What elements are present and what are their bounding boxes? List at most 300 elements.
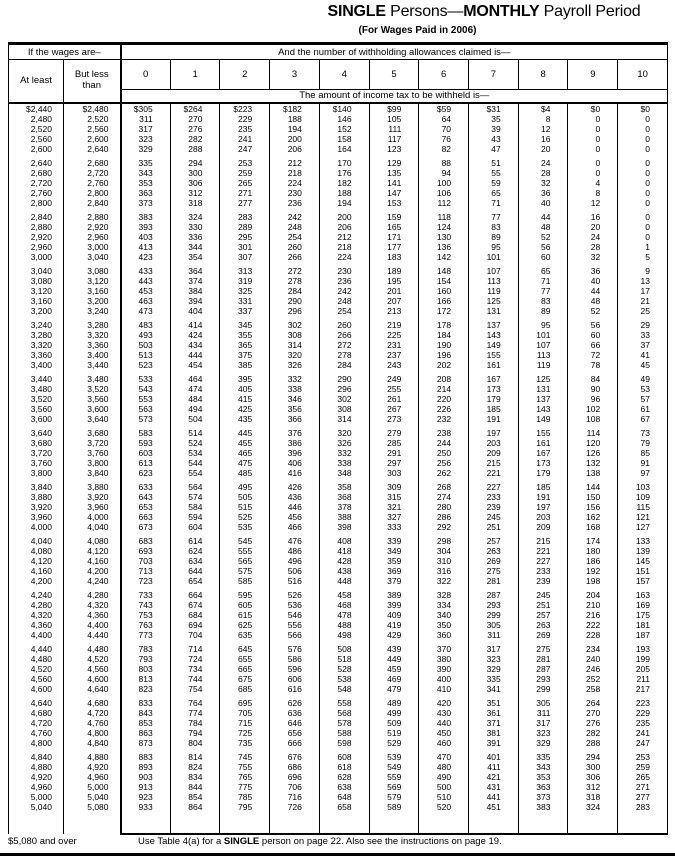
table-cell: 316 [419, 566, 469, 576]
table-cell: 185 [518, 482, 568, 492]
table-cell: 243 [369, 360, 419, 370]
table-cell: 290 [319, 374, 369, 384]
table-cell: 170 [319, 158, 369, 168]
table-cell: 475 [220, 458, 270, 468]
table-cell: 703 [121, 556, 171, 566]
allowance-col-5: 5 [369, 60, 419, 90]
table-cell: 308 [270, 330, 320, 340]
table-row [9, 600, 668, 610]
table-cell: 4,320 [64, 600, 121, 610]
table-cell: 428 [319, 556, 369, 566]
table-cell: 476 [270, 536, 320, 546]
table-cell: 341 [469, 684, 519, 694]
table-cell: 923 [121, 792, 171, 802]
table-cell: 260 [319, 320, 369, 330]
table-cell: 304 [419, 546, 469, 556]
table-cell: 4,000 [64, 512, 121, 522]
table-cell: 544 [170, 458, 220, 468]
table-row [9, 802, 668, 812]
table-cell: 2,760 [9, 188, 64, 198]
table-cell: 913 [121, 782, 171, 792]
table-cell: 157 [635, 575, 650, 586]
table-cell: 124 [419, 222, 469, 232]
table-cell: 220 [419, 394, 469, 404]
table-cell: 368 [319, 492, 369, 502]
table-cell: 381 [469, 728, 519, 738]
table-cell: 289 [220, 222, 270, 232]
table-row [9, 276, 668, 286]
table-cell: 483 [121, 320, 171, 330]
table-cell: 189 [369, 266, 419, 276]
table-cell: 308 [319, 404, 369, 414]
table-cell: 645 [220, 644, 270, 654]
table-cell: 265 [635, 771, 650, 782]
table-cell: 713 [121, 566, 171, 576]
table-cell: 0 [645, 123, 650, 134]
table-cell: 4,440 [9, 644, 64, 654]
table-cell: 488 [319, 620, 369, 630]
table-cell: 844 [170, 782, 220, 792]
table-cell: 66 [568, 340, 618, 350]
table-cell: 386 [270, 438, 320, 448]
table-cell: 67 [640, 413, 650, 424]
table-cell: 484 [170, 394, 220, 404]
table-cell: 268 [419, 482, 469, 492]
table-cell: 705 [220, 708, 270, 718]
table-cell: 764 [170, 698, 220, 708]
table-cell: 332 [319, 448, 369, 458]
table-cell: 190 [419, 340, 469, 350]
table-cell: 89 [518, 306, 568, 316]
table-cell: 100 [419, 178, 469, 188]
table-cell: 95 [518, 320, 568, 330]
table-cell: 166 [419, 296, 469, 306]
allowance-col-7: 7 [469, 60, 519, 90]
table-cell: 1 [645, 241, 650, 252]
table-row [9, 590, 668, 600]
table-cell: 2,840 [9, 212, 64, 222]
table-cell: 349 [369, 546, 419, 556]
table-cell: 287 [469, 590, 519, 600]
table-cell: 3,760 [9, 458, 64, 468]
table-cell: 330 [170, 222, 220, 232]
table-cell: 47 [469, 144, 519, 154]
table-cell: 138 [568, 468, 618, 478]
table-cell: 73 [640, 427, 650, 438]
table-cell: 814 [170, 752, 220, 762]
table-cell: 322 [419, 576, 469, 586]
table-cell: 4,600 [64, 674, 121, 684]
table-cell [220, 812, 270, 834]
table-cell: 282 [568, 728, 618, 738]
table-cell: 297 [369, 458, 419, 468]
table-cell: 455 [220, 438, 270, 448]
table-cell: 658 [319, 802, 369, 812]
table-cell: 131 [518, 384, 568, 394]
table-cell: 556 [270, 620, 320, 630]
table-cell: 317 [518, 718, 568, 728]
table-cell: 167 [518, 448, 568, 458]
table-cell: 624 [170, 546, 220, 556]
table-cell: 655 [220, 654, 270, 664]
table-cell: 201 [369, 286, 419, 296]
table-cell: 853 [121, 718, 171, 728]
table-cell: 41 [640, 349, 650, 360]
table-cell: 673 [121, 522, 171, 532]
table-row [9, 178, 668, 188]
table-cell: 291 [369, 448, 419, 458]
table-cell: 284 [319, 360, 369, 370]
at-least-header: At least [9, 60, 64, 103]
table-cell: 205 [635, 663, 650, 674]
table-cell: 314 [319, 414, 369, 424]
table-cell: 376 [270, 428, 320, 438]
table-cell: 163 [635, 589, 650, 600]
table-cell: 276 [170, 124, 220, 134]
table-cell: 318 [170, 198, 220, 208]
table-cell: 236 [319, 276, 369, 286]
table-cell: 343 [121, 168, 171, 178]
table-cell: 36 [518, 188, 568, 198]
table-cell: 714 [170, 644, 220, 654]
table-cell: 359 [369, 556, 419, 566]
table-cell: 278 [319, 350, 369, 360]
table-cell: 586 [270, 654, 320, 664]
table-cell: 217 [635, 683, 650, 694]
table-cell: 563 [121, 404, 171, 414]
table-cell: 119 [518, 360, 568, 370]
table-cell: 3,400 [64, 350, 121, 360]
table-cell: 206 [270, 144, 320, 154]
table-cell: 763 [121, 620, 171, 630]
table-cell: 107 [518, 340, 568, 350]
table-cell: 513 [121, 350, 171, 360]
table-cell: 440 [419, 718, 469, 728]
table-body [9, 103, 668, 834]
table-cell: 333 [369, 522, 419, 532]
table-cell: 65 [518, 266, 568, 276]
table-cell: 143 [518, 404, 568, 414]
table-cell: 101 [518, 330, 568, 340]
table-cell: 596 [270, 664, 320, 674]
table-cell: 654 [170, 576, 220, 586]
table-cell: 210 [568, 600, 618, 610]
table-cell: 106 [419, 188, 469, 198]
table-cell: 373 [518, 792, 568, 802]
table-cell: 3,560 [9, 404, 64, 414]
table-cell: 579 [369, 792, 419, 802]
table-cell: 28 [568, 242, 618, 252]
table-cell: 84 [568, 374, 618, 384]
table-cell: 2,520 [9, 124, 64, 134]
table-cell: 633 [121, 482, 171, 492]
table-cell: 273 [369, 414, 419, 424]
table-cell: 346 [270, 394, 320, 404]
table-cell: 378 [319, 502, 369, 512]
table-row [9, 438, 668, 448]
table-cell: 384 [170, 286, 220, 296]
table-cell: 553 [121, 394, 171, 404]
table-cell: 214 [419, 384, 469, 394]
table-cell: 558 [319, 698, 369, 708]
table-cell: 873 [121, 738, 171, 748]
table-cell: 4,840 [9, 752, 64, 762]
table-cell: 275 [518, 644, 568, 654]
table-cell: 3,680 [64, 428, 121, 438]
but-less-than-header: But less than [64, 60, 121, 103]
table-cell: 803 [121, 664, 171, 674]
table-cell: 323 [518, 728, 568, 738]
table-row [9, 610, 668, 620]
table-cell: 2,560 [64, 124, 121, 134]
table-cell: 270 [170, 114, 220, 124]
table-cell: 344 [170, 242, 220, 252]
table-cell: 3,600 [9, 414, 64, 424]
table-row [9, 340, 668, 350]
table-cell: 504 [170, 414, 220, 424]
table-cell: 494 [170, 404, 220, 414]
table-cell: 4,280 [9, 600, 64, 610]
table-row [9, 738, 668, 748]
table-cell: 35 [469, 114, 519, 124]
table-cell: 499 [369, 708, 419, 718]
table-cell: 253 [635, 751, 650, 762]
table-cell: 353 [518, 772, 568, 782]
table-cell: 446 [270, 502, 320, 512]
table-cell: 3,960 [64, 502, 121, 512]
table-cell: 275 [469, 566, 519, 576]
table-cell: 435 [220, 414, 270, 424]
table-cell: 468 [319, 600, 369, 610]
table-cell: 231 [369, 340, 419, 350]
table-cell: 96 [568, 394, 618, 404]
table-cell: 406 [270, 458, 320, 468]
table-cell: 271 [635, 781, 650, 792]
table-cell: 355 [220, 330, 270, 340]
table-cell [64, 812, 121, 834]
table-cell: 3,560 [64, 394, 121, 404]
table-cell: 3,760 [64, 448, 121, 458]
table-cell [319, 812, 369, 834]
table-cell: 173 [469, 384, 519, 394]
withholding-table [8, 42, 668, 835]
table-cell: 4 [568, 178, 618, 188]
table-cell: 625 [220, 620, 270, 630]
table-cell: 173 [518, 458, 568, 468]
table-cell: 453 [121, 286, 171, 296]
table-cell: 3,200 [9, 306, 64, 316]
table-cell: 185 [469, 404, 519, 414]
table-cell: 136 [419, 242, 469, 252]
table-cell: 0 [645, 157, 650, 168]
table-cell: 666 [270, 738, 320, 748]
table-cell: 388 [319, 512, 369, 522]
table-cell: 3,920 [9, 502, 64, 512]
table-row [9, 630, 668, 640]
table-cell: 256 [419, 458, 469, 468]
table-cell: 4,720 [9, 718, 64, 728]
table-cell: 3,120 [64, 276, 121, 286]
table-cell: 215 [469, 458, 519, 468]
table-cell: 161 [518, 438, 568, 448]
table-cell: 160 [419, 286, 469, 296]
table-cell: 3,880 [64, 482, 121, 492]
table-row [9, 644, 668, 654]
table-cell: 207 [369, 296, 419, 306]
table-cell: 209 [469, 448, 519, 458]
table-row [9, 374, 668, 384]
table-cell: 65 [469, 188, 519, 198]
table-cell: 103 [635, 481, 650, 492]
table-cell: 933 [121, 802, 171, 812]
table-row [9, 536, 668, 546]
table-cell: 261 [369, 394, 419, 404]
table-cell: 566 [270, 630, 320, 640]
table-cell: 94 [419, 168, 469, 178]
table-cell: 675 [220, 674, 270, 684]
table-cell: 238 [419, 428, 469, 438]
table-cell: 296 [270, 306, 320, 316]
title-payroll: Payroll Period [539, 3, 641, 20]
table-cell: 57 [640, 393, 650, 404]
table-cell: 2,680 [64, 158, 121, 168]
table-cell: 4,080 [9, 546, 64, 556]
table-cell: 523 [121, 360, 171, 370]
table-cell: 267 [369, 404, 419, 414]
table-cell: 272 [319, 340, 369, 350]
table-cell: 296 [319, 384, 369, 394]
table-cell: 676 [270, 752, 320, 762]
table-cell: 0 [568, 144, 618, 154]
table-cell: 236 [270, 198, 320, 208]
table-cell: 60 [518, 252, 568, 262]
table-cell: 425 [220, 404, 270, 414]
table-cell: 2,760 [64, 178, 121, 188]
table-cell: 229 [635, 707, 650, 718]
table-cell: 188 [319, 188, 369, 198]
table-cell: 421 [469, 772, 519, 782]
table-cell: 693 [121, 546, 171, 556]
table-cell: 448 [319, 576, 369, 586]
table-cell: 413 [121, 242, 171, 252]
allowance-col-3: 3 [270, 60, 320, 90]
table-cell: 113 [469, 276, 519, 286]
table-cell: 303 [369, 468, 419, 478]
table-cell: 363 [518, 782, 568, 792]
table-cell: 646 [270, 718, 320, 728]
table-cell: 724 [170, 654, 220, 664]
table-cell: $0 [568, 103, 618, 114]
table-cell: 2,720 [9, 178, 64, 188]
table-cell: 142 [419, 252, 469, 262]
table-cell: 4,920 [9, 772, 64, 782]
table-cell: 281 [469, 576, 519, 586]
table-cell: 234 [568, 644, 618, 654]
table-cell: 77 [469, 212, 519, 222]
table-cell: 24 [518, 158, 568, 168]
table-cell [369, 812, 419, 834]
table-cell: 414 [170, 320, 220, 330]
table-cell: 684 [170, 610, 220, 620]
table-cell: 144 [568, 482, 618, 492]
table-cell: 150 [568, 492, 618, 502]
header-row-1 [9, 44, 668, 60]
table-cell: 149 [469, 340, 519, 350]
table-cell: 824 [170, 762, 220, 772]
table-cell: 218 [319, 242, 369, 252]
header-row-2 [9, 60, 668, 90]
allowance-col-9: 9 [568, 60, 618, 90]
title-monthly: MONTHLY [463, 3, 540, 20]
table-cell: 2,640 [9, 158, 64, 168]
table-cell: 167 [469, 374, 519, 384]
table-row [9, 718, 668, 728]
table-cell: 233 [469, 492, 519, 502]
table-cell: 139 [635, 545, 650, 556]
table-cell: 305 [518, 698, 568, 708]
table-cell: 420 [419, 698, 469, 708]
table-cell: 305 [469, 620, 519, 630]
table-cell: 155 [518, 428, 568, 438]
table-cell: 200 [319, 212, 369, 222]
table-cell: 224 [270, 178, 320, 188]
table-cell: $223 [220, 103, 270, 114]
table-cell: 3,280 [64, 320, 121, 330]
table-cell: 125 [469, 296, 519, 306]
table-cell: 2,680 [9, 168, 64, 178]
table-cell: $2,480 [64, 103, 121, 114]
table-cell: 4,400 [64, 620, 121, 630]
table-cell: 309 [369, 482, 419, 492]
table-cell: 301 [220, 242, 270, 252]
table-row [9, 482, 668, 492]
table-cell: 179 [469, 394, 519, 404]
table-cell [618, 812, 668, 834]
table-row [9, 212, 668, 222]
table-cell: 3,240 [9, 320, 64, 330]
table-cell: 244 [419, 438, 469, 448]
table-cell: 469 [369, 674, 419, 684]
table-cell: 883 [121, 752, 171, 762]
table-cell: 715 [220, 718, 270, 728]
table-cell: 64 [419, 114, 469, 124]
table-cell: 339 [369, 536, 419, 546]
table-row [9, 502, 668, 512]
table-row [9, 222, 668, 232]
table-cell: 423 [121, 252, 171, 262]
table-cell: 204 [568, 590, 618, 600]
table-row [9, 782, 668, 792]
table-cell: 115 [636, 501, 650, 512]
table-cell: $4 [518, 103, 568, 114]
table-cell: 271 [220, 188, 270, 198]
table-cell: 326 [319, 438, 369, 448]
table-row [9, 546, 668, 556]
table-cell: 3,840 [64, 468, 121, 478]
table-cell: 89 [469, 232, 519, 242]
table-cell: 307 [220, 252, 270, 262]
table-cell: 211 [636, 673, 650, 684]
table-cell: 3,520 [64, 384, 121, 394]
table-cell: 593 [121, 438, 171, 448]
table-cell: 480 [419, 762, 469, 772]
table-row [9, 414, 668, 424]
table-cell: 213 [369, 306, 419, 316]
table-cell: 325 [220, 286, 270, 296]
table-row [9, 168, 668, 178]
table-cell: 29 [640, 319, 650, 330]
table-cell: 294 [568, 752, 618, 762]
